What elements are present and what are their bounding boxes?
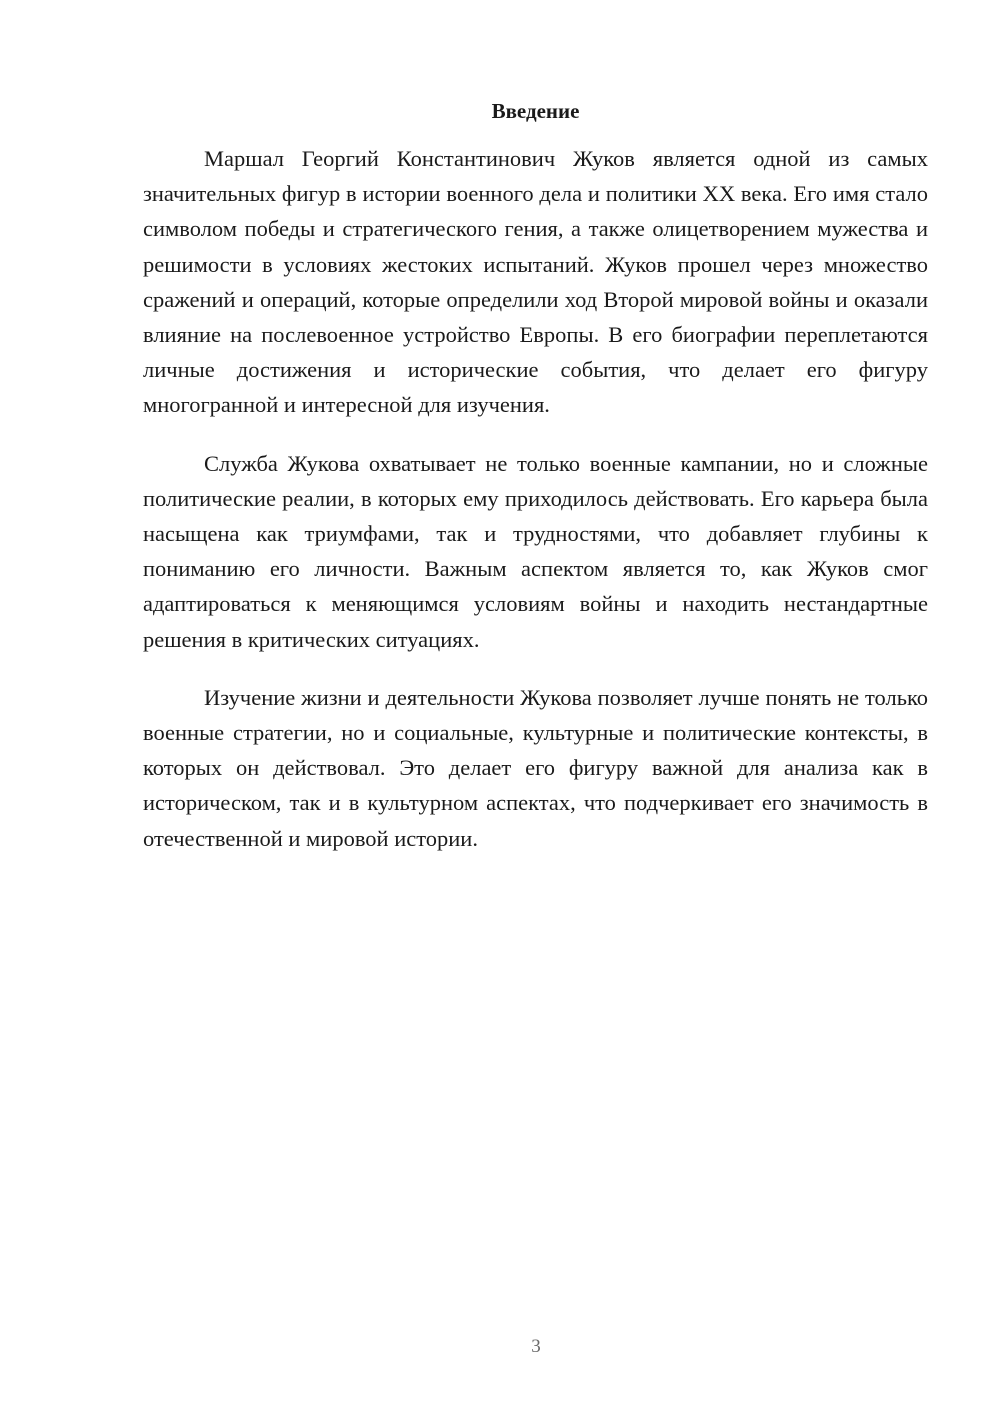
document-body <box>143 141 928 879</box>
paragraph-study: Изучение жизни и деятельности Жукова позволяет лучше понять не только военные стратегии, но и социальные, культурные и политические контексты, в которых он действовал. Это делает его фигуру важной для анализа как в историческом, так и в культурном аспектах, что подчеркивает его значимость в отечественной и мировой истории. <box>143 684 928 851</box>
page-number: 3 <box>531 1336 541 1357</box>
paragraph-service: Служба Жукова охватывает не только военные кампании, но и сложные политические реалии, в которых ему приходилось действовать. Его карьера была насыщена как триумфами, так и трудностями, что добавляет глубины к пониманию его личности. Важным аспектом является то, как Жуков смог адаптироваться к меняющимся условиям войны и находить нестандартные решения в критических ситуациях. <box>143 450 928 652</box>
paragraph-intro: Маршал Георгий Константинович Жуков является одной из самых значительных фигур в истории военного дела и политики XX века. Его имя стало символом победы и стратегического гения, а также олицетворением мужества и решимости в условиях жестоких испытаний. Жуков прошел через множество сражений и операций, которые определили ход Второй мировой войны и оказали влияние на послевоенное устройство Европы. В его биографии переплетаются личные достижения и исторические события, что делает его фигуру многогранной и интересной для изучения. <box>143 146 928 418</box>
section-heading: Введение <box>491 99 580 123</box>
